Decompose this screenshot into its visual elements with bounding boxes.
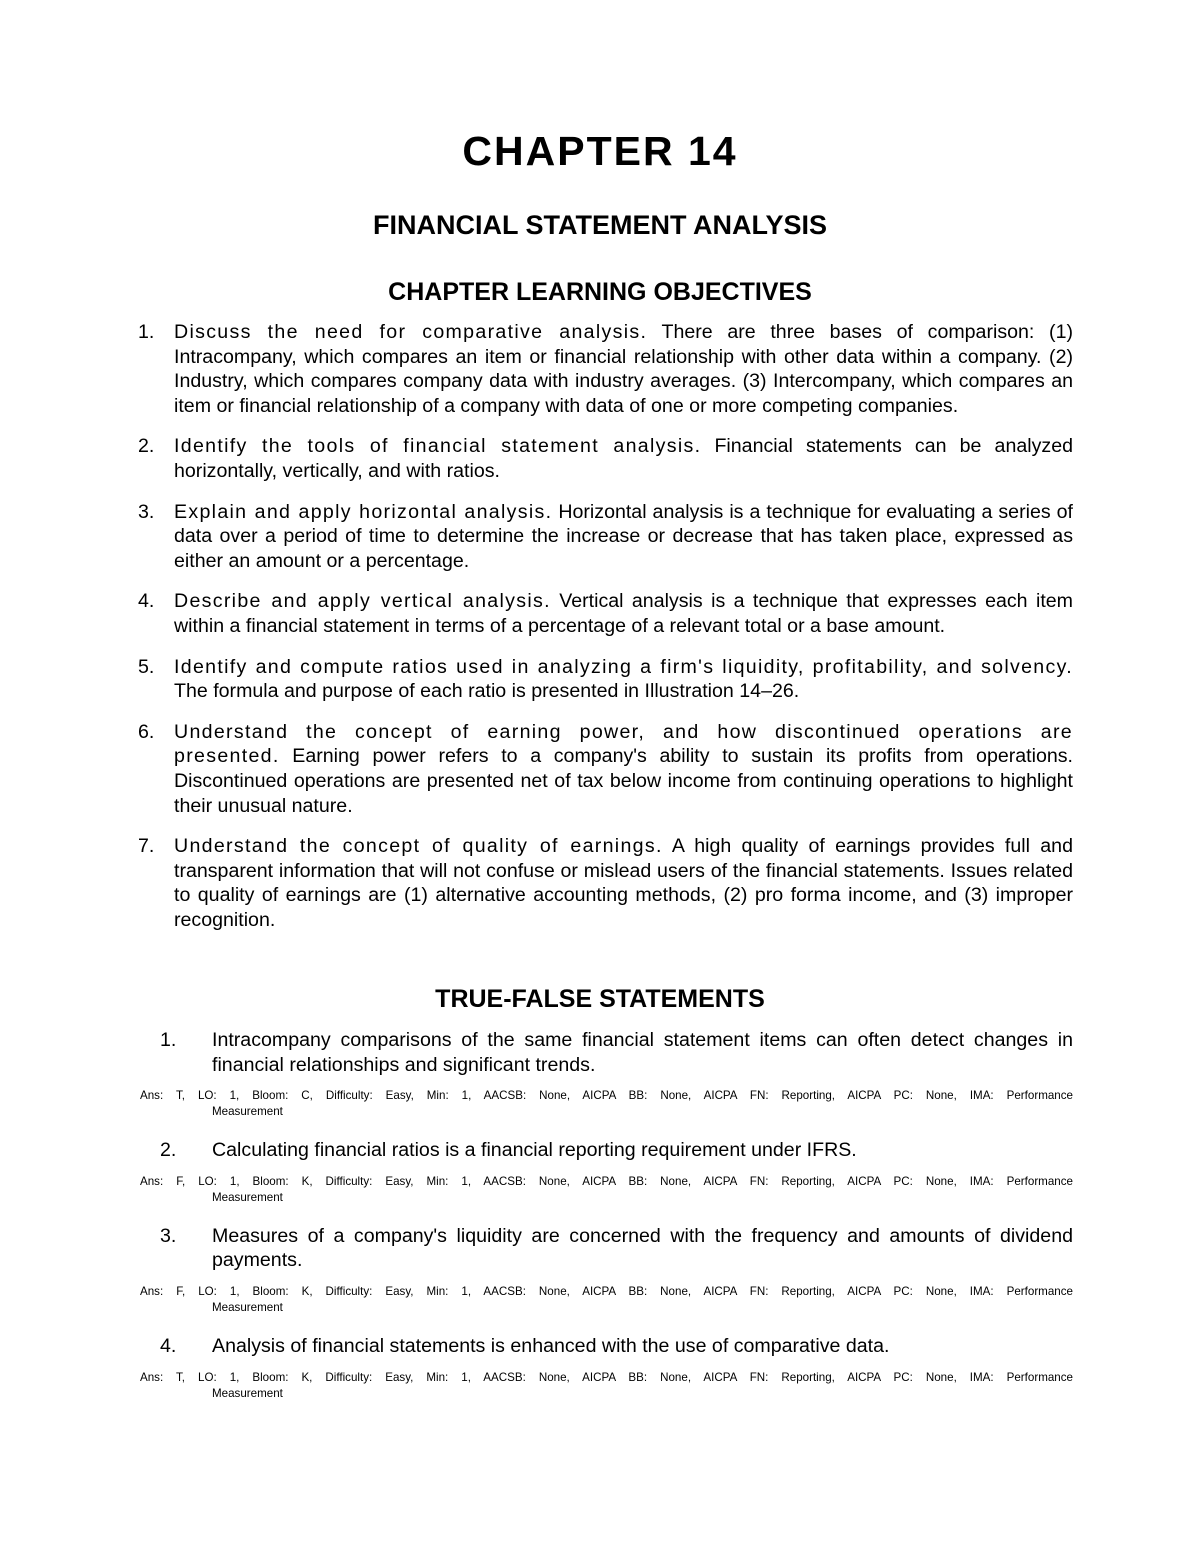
objective-lead: Identify the tools of financial statement analysis. bbox=[174, 435, 702, 458]
objective-number: 2. bbox=[138, 435, 155, 458]
answer-line-1: Ans: F, LO: 1, Bloom: K, Difficulty: Easy, Min: 1, AACSB: None, AICPA BB: None, AICPA FN: Reporting, AICPA PC: None, IMA: Performance bbox=[140, 1284, 1073, 1298]
objective-number: 6. bbox=[138, 720, 155, 743]
true-false-statement bbox=[160, 1028, 1073, 1077]
answer-metadata bbox=[140, 1174, 1073, 1206]
answer-metadata bbox=[140, 1088, 1073, 1120]
learning-objective-item bbox=[138, 589, 1073, 638]
objective-lead: Explain and apply horizontal analysis. bbox=[174, 500, 553, 523]
true-false-statement bbox=[160, 1138, 1073, 1163]
objective-body: Earning power refers to a company's ability to sustain its profits from operations. Discontinued operations are presented net of tax below income from continuing operations to highlight their unusual nature. bbox=[174, 745, 1073, 817]
objective-body: There are three bases of comparison: (1) Intracompany, which compares an item or financial relationship with other data within a company. (2) Industry, which compares company data with industry averages. (3) Intercompany, which compares an item or financial relationship of a company with data of one or more competing companies. bbox=[174, 321, 1073, 417]
learning-objective-item bbox=[138, 434, 1073, 483]
objective-body: Horizontal analysis is a technique for evaluating a series of data over a period of time to determine the increase or decrease that has taken place, expressed as either an amount or a percentage. bbox=[174, 500, 1073, 572]
objective-body: A high quality of earnings provides full and transparent information that will not confuse or mislead users of the financial statements. Issues related to quality of earnings are (1) alternative accounting methods, (2) pro forma income, and (3) improper recognition. bbox=[174, 835, 1073, 931]
question-number: 4. bbox=[160, 1334, 177, 1357]
objective-body: The formula and purpose of each ratio is presented in Illustration 14–26. bbox=[174, 680, 800, 703]
answer-metadata bbox=[140, 1370, 1073, 1402]
statement-text: Intracompany comparisons of the same financial statement items can often detect changes in financial relationships and significant trends. bbox=[212, 1029, 1073, 1076]
learning-objectives-list bbox=[138, 320, 1073, 948]
answer-metadata bbox=[140, 1284, 1073, 1316]
question-number: 1. bbox=[160, 1029, 177, 1051]
answer-line-1: Ans: T, LO: 1, Bloom: C, Difficulty: Easy, Min: 1, AACSB: None, AICPA BB: None, AICPA FN: Reporting, AICPA PC: None, IMA: Performance bbox=[140, 1089, 1073, 1103]
objective-lead: Understand the concept of earning power, and how discontinued operations are presented. bbox=[174, 720, 1073, 768]
question-number: 2. bbox=[160, 1139, 177, 1162]
learning-objective-item bbox=[138, 655, 1073, 704]
answer-line-2: Measurement bbox=[212, 1105, 283, 1119]
objective-body: Vertical analysis is a technique that expresses each item within a financial statement in terms of a percentage of a relevant total or a base amount. bbox=[174, 590, 1073, 637]
chapter-title: CHAPTER 14 bbox=[462, 128, 738, 174]
statement-text: Calculating financial ratios is a financial reporting requirement under IFRS. bbox=[212, 1139, 857, 1162]
answer-line-2: Measurement bbox=[212, 1190, 283, 1204]
learning-objective-item bbox=[138, 720, 1073, 818]
question-number: 3. bbox=[160, 1224, 177, 1247]
statement-text: Measures of a company's liquidity are concerned with the frequency and amounts of dividend payments. bbox=[212, 1224, 1073, 1272]
objective-lead: Understand the concept of quality of earnings. bbox=[174, 835, 663, 858]
answer-line-1: Ans: T, LO: 1, Bloom: K, Difficulty: Easy, Min: 1, AACSB: None, AICPA BB: None, AICPA FN: Reporting, AICPA PC: None, IMA: Performance bbox=[140, 1370, 1073, 1384]
objective-lead: Identify and compute ratios used in analyzing a firm's liquidity, profitability, and solvency. bbox=[174, 655, 1073, 678]
statement-text: Analysis of financial statements is enhanced with the use of comparative data. bbox=[212, 1334, 890, 1357]
true-false-question bbox=[140, 1138, 1073, 1206]
chapter-subtitle: FINANCIAL STATEMENT ANALYSIS bbox=[372, 210, 828, 240]
answer-line-1: Ans: F, LO: 1, Bloom: K, Difficulty: Easy, Min: 1, AACSB: None, AICPA BB: None, AICPA FN: Reporting, AICPA PC: None, IMA: Performance bbox=[140, 1174, 1073, 1188]
objective-number: 5. bbox=[138, 655, 155, 678]
learning-objective-item bbox=[138, 320, 1073, 418]
learning-objective-item bbox=[138, 500, 1073, 574]
true-false-heading: TRUE-FALSE STATEMENTS bbox=[435, 985, 765, 1013]
true-false-statement bbox=[160, 1334, 1073, 1359]
true-false-question bbox=[140, 1224, 1073, 1316]
objective-lead: Discuss the need for comparative analysis. bbox=[174, 321, 648, 343]
true-false-statement bbox=[160, 1224, 1073, 1273]
objective-body: Financial statements can be analyzed horizontally, vertically, and with ratios. bbox=[174, 435, 1073, 482]
true-false-list bbox=[140, 1028, 1073, 1420]
answer-line-2: Measurement bbox=[212, 1300, 283, 1314]
objective-lead: Describe and apply vertical analysis. bbox=[174, 590, 551, 613]
objective-number: 3. bbox=[138, 500, 155, 523]
learning-objective-item bbox=[138, 834, 1073, 932]
objective-number: 1. bbox=[138, 321, 155, 343]
objective-number: 7. bbox=[138, 835, 155, 858]
objectives-heading: CHAPTER LEARNING OBJECTIVES bbox=[388, 278, 812, 306]
true-false-question bbox=[140, 1028, 1073, 1120]
true-false-question bbox=[140, 1334, 1073, 1402]
objective-number: 4. bbox=[138, 590, 155, 613]
answer-line-2: Measurement bbox=[212, 1386, 283, 1400]
